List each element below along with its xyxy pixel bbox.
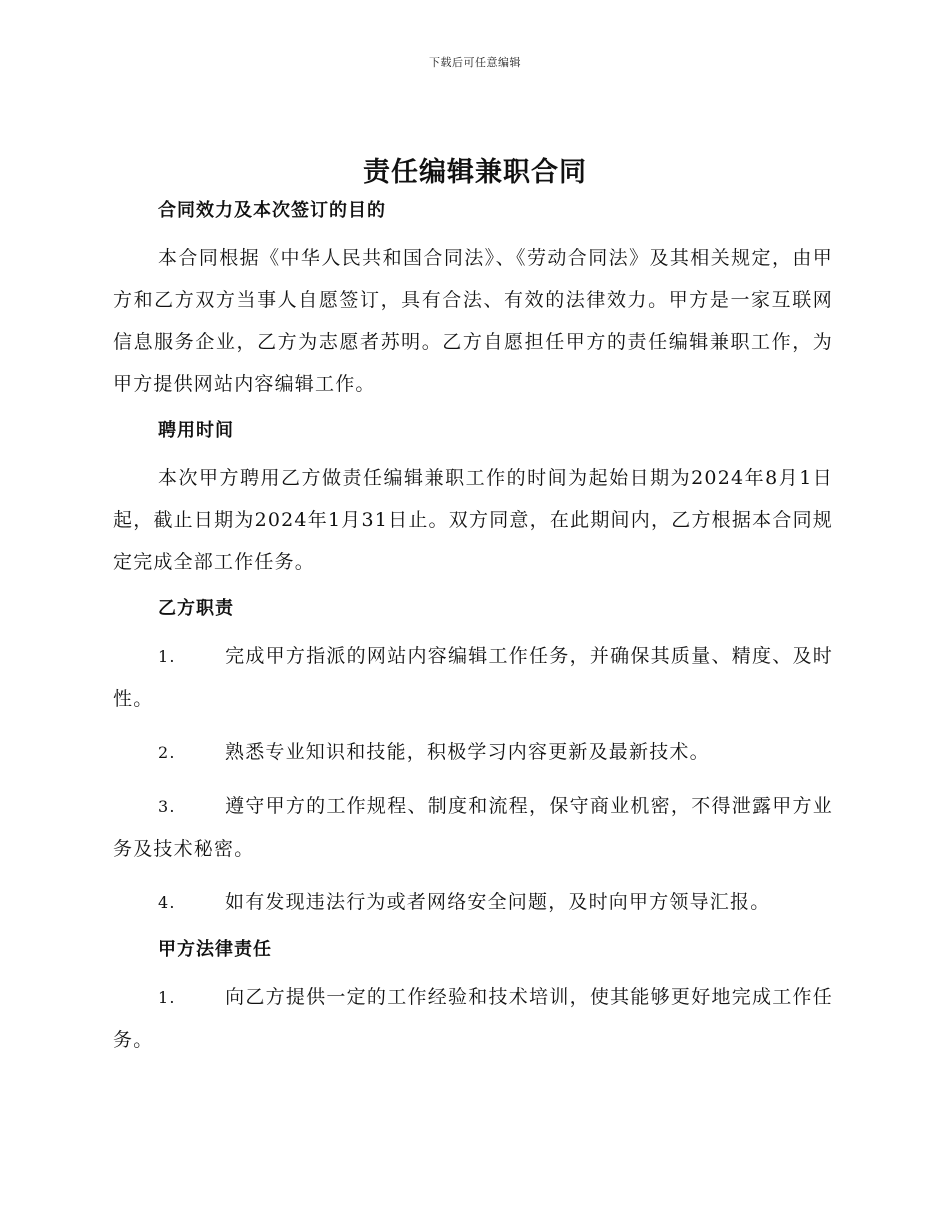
- list-number: 1.: [158, 647, 176, 666]
- section-heading: 合同效力及本次签订的目的: [158, 200, 386, 221]
- document-title: 责任编辑兼职合同: [363, 157, 587, 188]
- section-contract-validity: [113, 196, 833, 405]
- section-party-a-liability: [113, 935, 833, 1061]
- section-employment-period: [113, 416, 833, 583]
- list-item: [113, 976, 833, 1061]
- list-text: 完成甲方指派的网站内容编辑工作任务，并确保其质量、精度、及时性。: [113, 645, 833, 710]
- list-number: 4.: [158, 893, 176, 912]
- list-item: [113, 731, 833, 774]
- list-item: [113, 635, 833, 720]
- section-paragraph: 本合同根据《中华人民共和国合同法》、《劳动合同法》及其相关规定，由甲方和乙方双方当事人自愿签订，具有合法、有效的法律效力。甲方是一家互联网信息服务企业，乙方为志愿者苏明。乙方自愿担任甲方的责任编辑兼职工作，为甲方提供网站内容编辑工作。: [113, 247, 833, 395]
- list-number: 3.: [158, 797, 176, 816]
- list-text: 遵守甲方的工作规程、制度和流程，保守商业机密，不得泄露甲方业务及技术秘密。: [113, 795, 833, 860]
- section-heading: 乙方职责: [158, 598, 234, 619]
- list-number: 2.: [158, 743, 176, 762]
- list-text: 熟悉专业知识和技能，积极学习内容更新及最新技术。: [225, 741, 710, 763]
- section-party-b-duties: [113, 594, 833, 924]
- list-item: [113, 785, 833, 870]
- list-item: [113, 881, 833, 924]
- section-heading: 聘用时间: [158, 420, 234, 441]
- list-text: 向乙方提供一定的工作经验和技术培训，使其能够更好地完成工作任务。: [113, 986, 833, 1051]
- header-note: 下载后可任意编辑: [429, 56, 521, 69]
- list-number: 1.: [158, 988, 176, 1007]
- document-body: [113, 196, 833, 1061]
- section-heading: 甲方法律责任: [158, 939, 272, 960]
- section-paragraph: 本次甲方聘用乙方做责任编辑兼职工作的时间为起始日期为2024年8月1日起，截止日期为2024年1月31日止。双方同意，在此期间内，乙方根据本合同规定完成全部工作任务。: [113, 467, 833, 573]
- list-text: 如有发现违法行为或者网络安全问题，及时向甲方领导汇报。: [225, 891, 771, 913]
